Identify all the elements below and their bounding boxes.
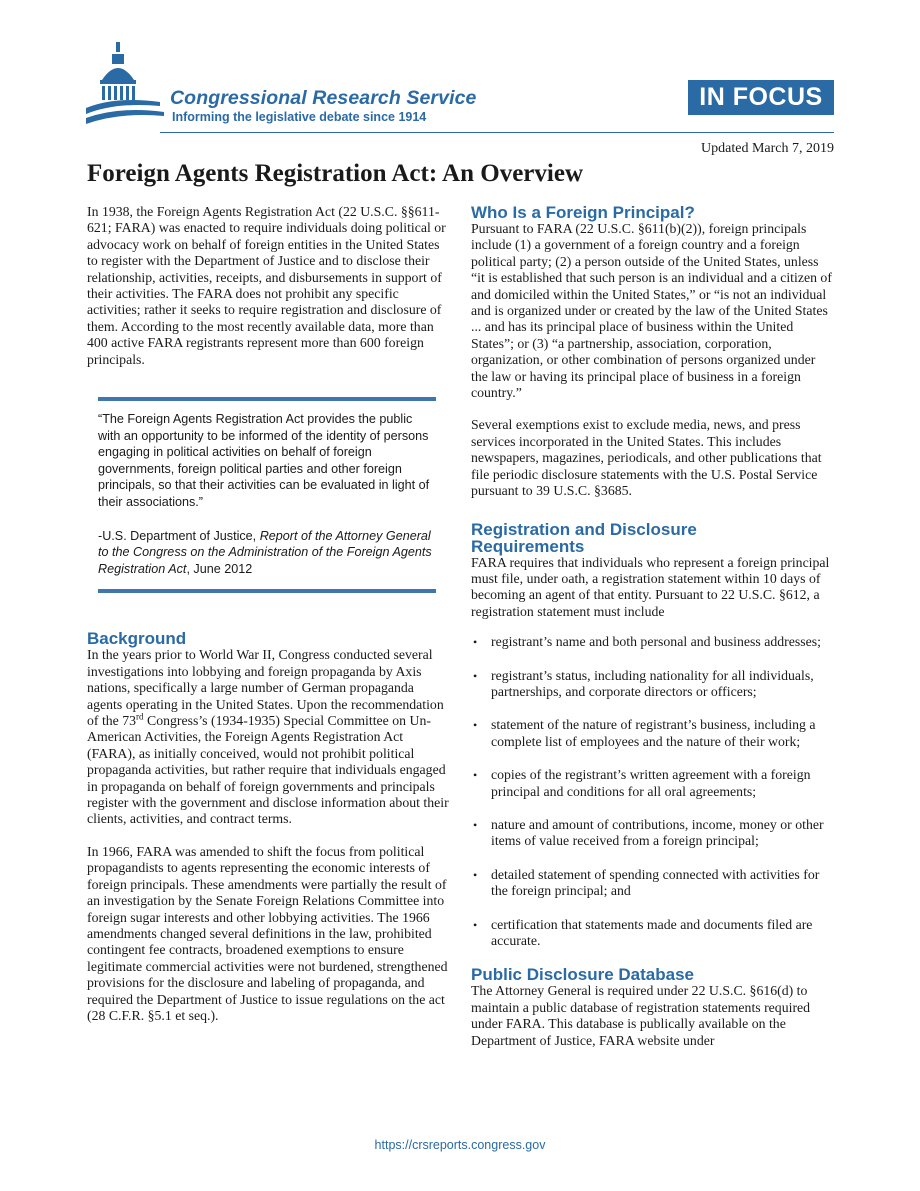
registration-requirements-list [471, 634, 833, 949]
foreign-principal-heading: Who Is a Foreign Principal? [471, 203, 695, 222]
bullet-icon: • [473, 668, 478, 683]
bullet-icon: • [473, 768, 478, 783]
in-focus-badge: IN FOCUS [688, 80, 834, 115]
registration-heading-line1: Registration and Disclosure [471, 519, 697, 539]
registration-heading-line2: Requirements [471, 536, 585, 556]
org-tagline: Informing the legislative debate since 1914 [172, 110, 427, 124]
quote-cite-title: Report of the Attorney General to the Congress on the Administration of the Foreign Agents Registration Act [98, 528, 432, 576]
bullet-icon: • [473, 718, 478, 733]
header-divider [160, 132, 834, 133]
footer-url-link[interactable]: https://crsreports.congress.gov [374, 1138, 546, 1152]
pull-quote [98, 397, 436, 593]
intro-paragraph: In 1938, the Foreign Agents Registration Act (22 U.S.C. §§611-621; FARA) was enacted to require individuals doing political or advocacy work on behalf of foreign entities in the United States to register with the Department of Justice and to disclose their relationship, activities, receipts, and disbursements in support of their activities. The FARA does not prohibit any specific activities; rather it seeks to require registration and disclosure of them. According to the most recently available data, more than 400 active FARA registrants represent more than 600 foreign principals. [87, 204, 446, 367]
left-column [87, 204, 449, 1024]
database-heading: Public Disclosure Database [471, 965, 694, 985]
quote-cite-prefix: -U.S. Department of Justice, [98, 528, 260, 543]
registration-intro: FARA requires that individuals who represent a foreign principal must file, under oath, a registration statement within 10 days of becoming an agent of that entity. Pursuant to 22 U.S.C. §612, a registration statement must include [471, 554, 830, 619]
foreign-principal-paragraph-2: Several exemptions exist to exclude media, news, and press services incorporated in the United States. This includes newspapers, magazines, periodicals, and other publications that file periodic disclosure statements with the U.S. Postal Service pursuant to 39 U.S.C. §3685. [471, 417, 822, 499]
list-item: • statement of the nature of registrant’s business, including a complete list of employees and the nature of their work; [473, 717, 816, 749]
bullet-icon: • [473, 917, 478, 932]
list-item: • certification that statements made and documents filed are accurate. [473, 916, 813, 948]
background-p1-sup: rd [136, 711, 144, 722]
database-paragraph-1: The Attorney General is required under 22 U.S.C. §616(d) to maintain a public database of registration statements required under FARA. This database is publically available on the Department of Justice, FARA website under [471, 983, 811, 1048]
list-item: • copies of the registrant’s written agreement with a foreign principal and conditions for all oral agreements; [473, 767, 811, 799]
quote-citation [98, 528, 436, 578]
background-p1-b: Congress’s (1934-1935) Special Committee on Un-American Activities, the Foreign Agents Registration Act (FARA), as initially conceived, would not prohibit political propaganda activities, but rather require that individuals engaged in propaganda on behalf of foreign governments and principals register with the government and disclose information about their clients, activities, and contract terms. [87, 713, 449, 827]
org-name: Congressional Research Service [170, 87, 477, 109]
list-item: • nature and amount of contributions, income, money or other items of value received from a foreign principal; [473, 816, 824, 849]
bullet-icon: • [473, 635, 478, 650]
bullet-icon: • [473, 867, 478, 882]
quote-cite-suffix: , June 2012 [186, 561, 253, 576]
capitol-dome-logo-icon [86, 42, 164, 128]
background-p1-a: In the years prior to World War II, Congress conducted several investigations into lobbying and foreign propaganda by Axis nations, specifically a large number of German propaganda agents operating in the United States. Upon the recommendation of the 73 [87, 647, 444, 729]
list-item: • registrant’s name and both personal and business addresses; [473, 634, 821, 650]
registration-heading [471, 521, 833, 555]
page-title: Foreign Agents Registration Act: An Overview [87, 160, 583, 187]
background-heading: Background [87, 629, 187, 649]
background-paragraph-1 [87, 647, 449, 827]
list-item: • detailed statement of spending connected with activities for the foreign principal; and [473, 866, 820, 899]
background-paragraph-2: In 1966, FARA was amended to shift the focus from political propagandists to agents representing the economic interests of foreign principals. These amendments were partially the result of an investigation by the Senate Foreign Relations Committee into foreign sugar interests and other lobbying activities. The 1966 amendments changed several definitions in the law, prohibited contingent fee contracts, broadened exemptions to ensure legitimate commercial activities were not burdened, strengthened provisions for the disclosure and labeling of propaganda, and required the Department of Justice to issue regulations on the act (28 C.F.R. §5.1 et seq.). [87, 843, 448, 1023]
list-item: • registrant’s status, including nationality for all individuals, partnerships, and corporate directors or officers; [473, 667, 814, 699]
updated-date: Updated March 7, 2019 [701, 141, 834, 156]
right-column [471, 204, 833, 1049]
foreign-principal-paragraph-1: Pursuant to FARA (22 U.S.C. §611(b)(2)), foreign principals include (1) a government of a foreign country and a foreign political party; (2) a person outside of the United States, unless “it is established that such person is an individual and a citizen of and domiciled within the United States,” or “is not an individual and is organized under or created by the law of the United States ... and has its principal place of business within the United States”; or (3) “a partnership, association, corporation, organization, or other combination of persons organized under the law or having its principal place of business in a foreign country.” [471, 221, 832, 401]
bullet-icon: • [473, 817, 478, 832]
quote-text: “The Foreign Agents Registration Act provides the public with an opportunity to be informed of the identity of persons engaging in political activities on behalf of foreign governments, foreign political parties and other foreign principals, so that their activities can be evaluated in light of their associations.” [98, 412, 430, 510]
